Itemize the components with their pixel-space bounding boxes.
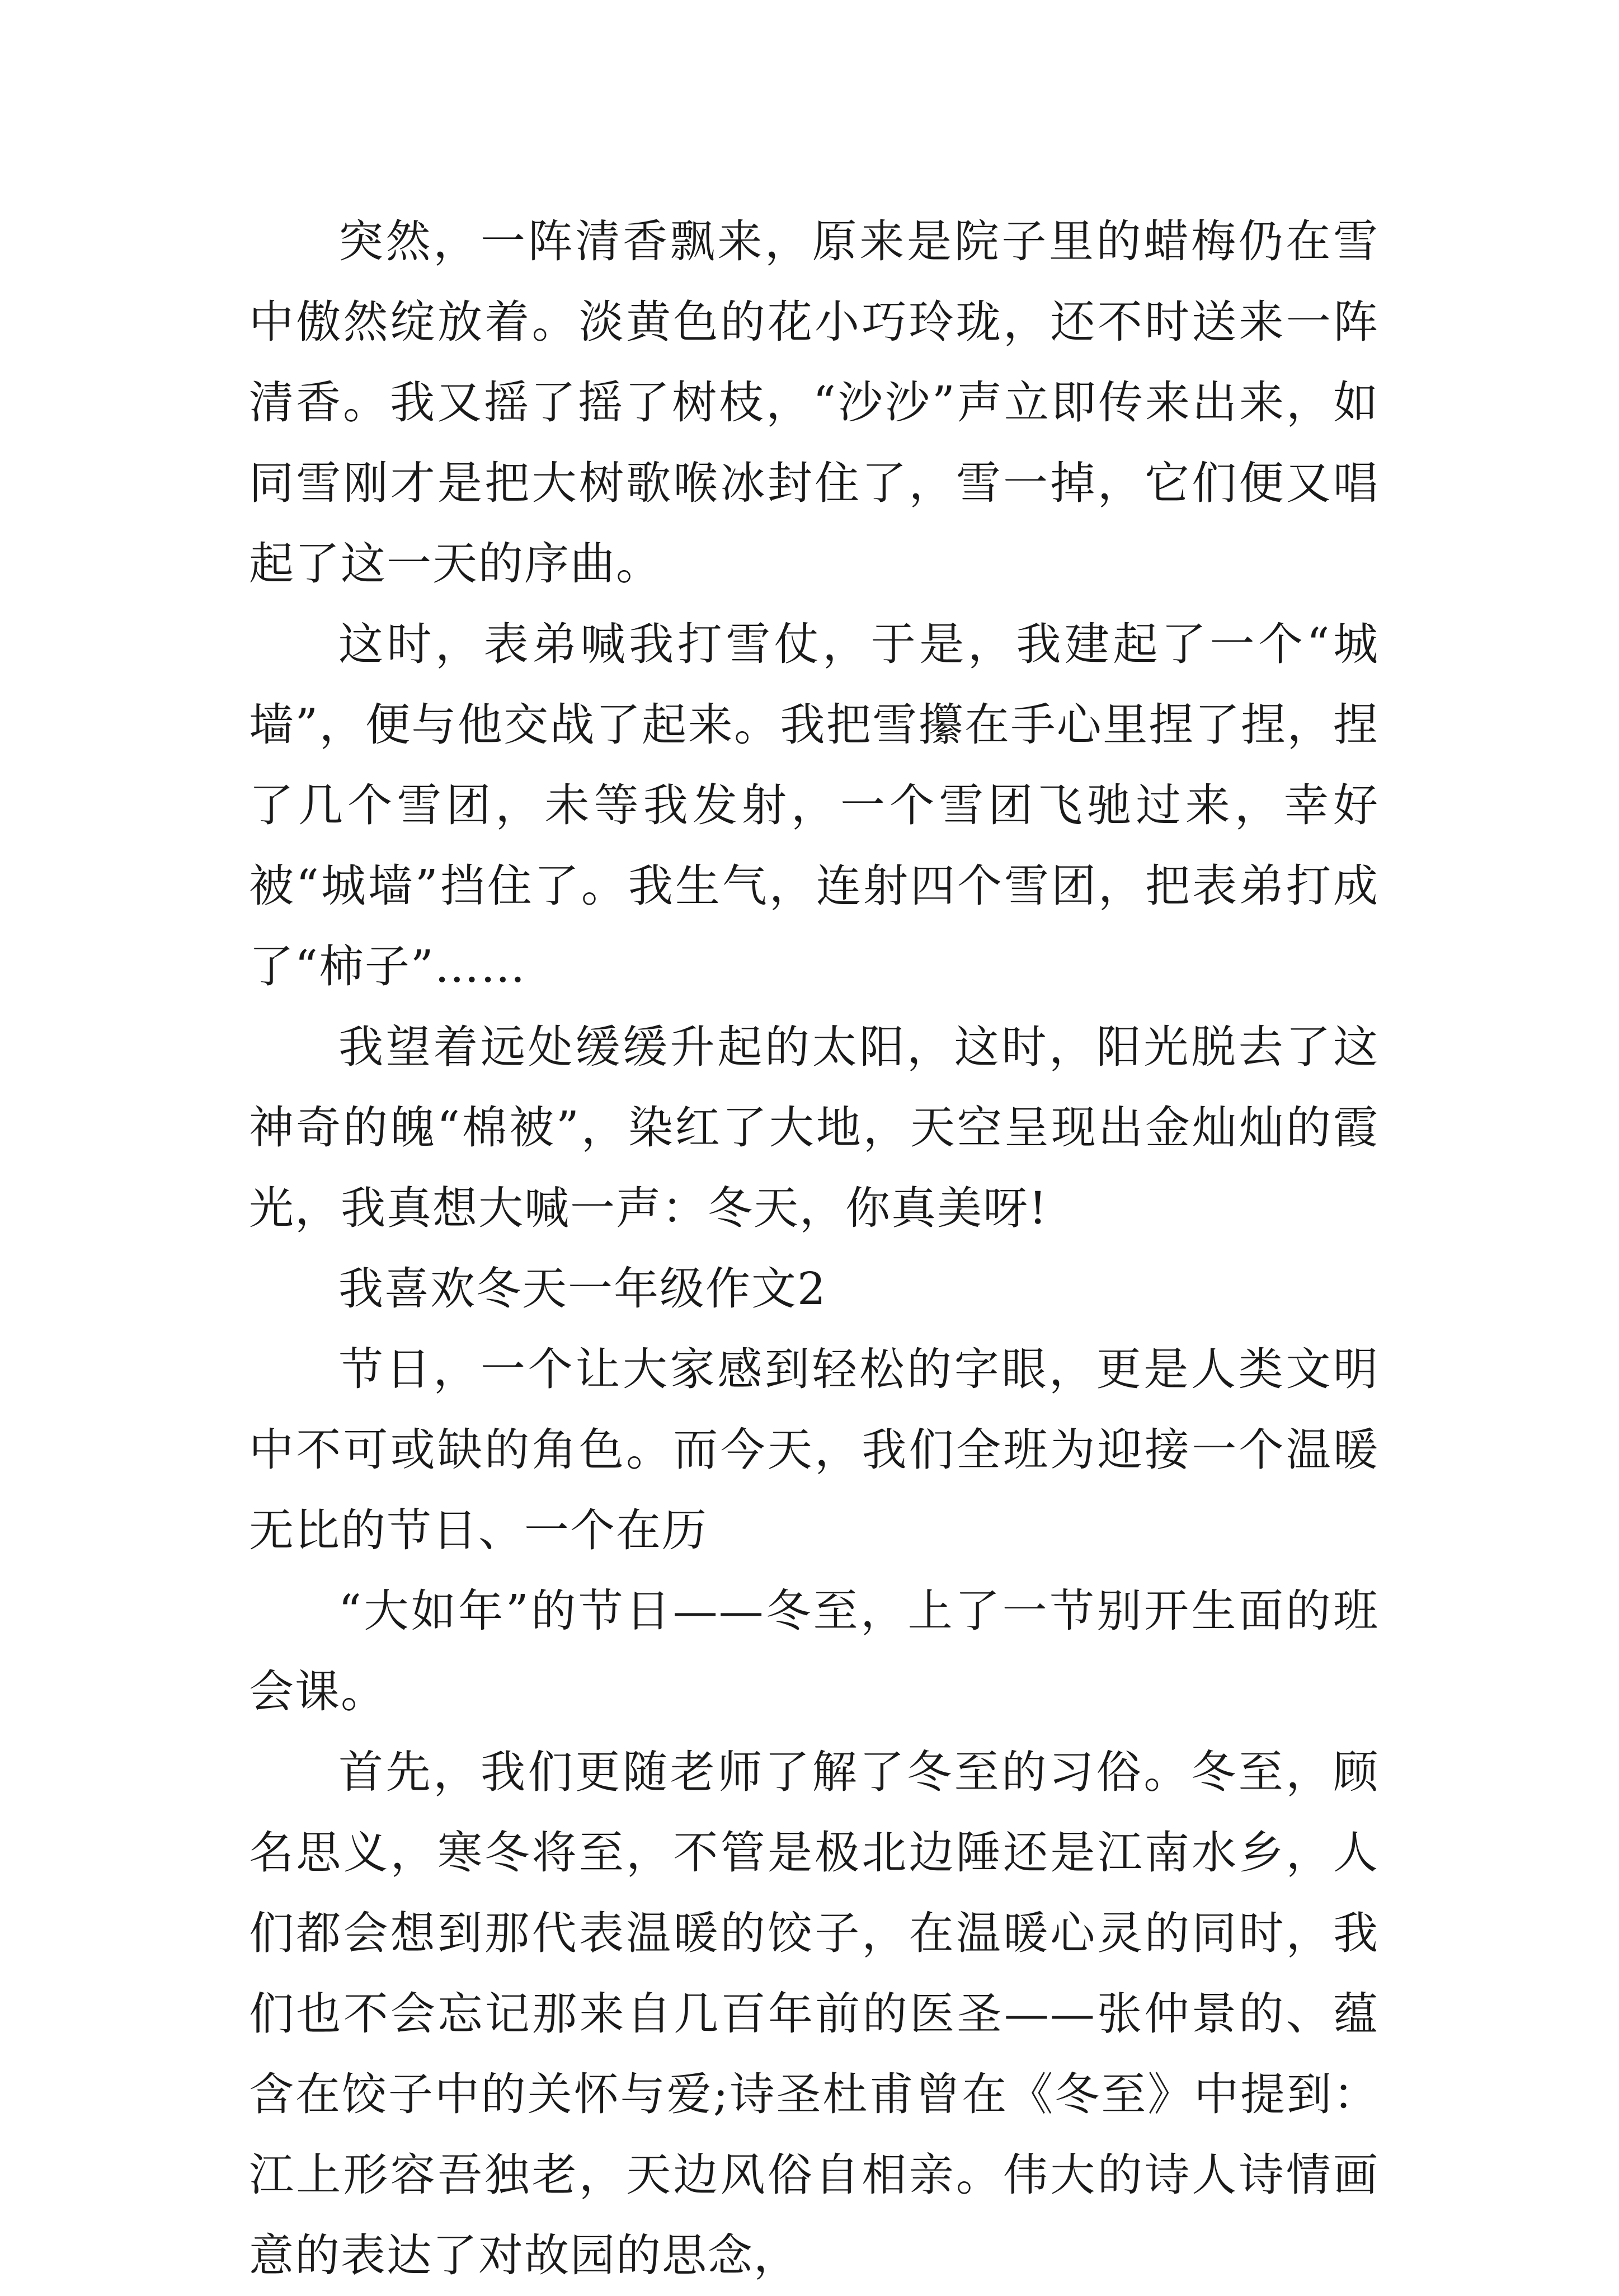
paragraph-2: 这时，表弟喊我打雪仗，于是，我建起了一个“城墙”，便与他交战了起来。我把雪攥在手心里捏了捏，捏了几个雪团，未等我发射，一个雪团飞驰过来，幸好被“城墙”挡住了。我生气，连射四个雪团，把表弟打成了“柿子”……: [249, 618, 1379, 992]
paragraph-3: 我望着远处缓缓升起的太阳，这时，阳光脱去了这神奇的魄“棉被”，染红了大地，天空呈现出金灿灿的霞光，我真想大喊一声：冬天，你真美呀!: [249, 1021, 1379, 1234]
document-body: [249, 201, 1379, 2296]
paragraph-6: 首先，我们更随老师了解了冬至的习俗。冬至，顾名思义，寒冬将至，不管是极北边陲还是江南水乡，人们都会想到那代表温暖的饺子，在温暖心灵的同时，我们也不会忘记那来自几百年前的医圣——张仲景的、蕴含在饺子中的关怀与爱;诗圣杜甫曾在《冬至》中提到：江上形容吾独老，天边风俗自相亲。伟大的诗人诗情画意的表达了对故园的思念，: [249, 1746, 1379, 2281]
paragraph-5: “大如年”的节日——冬至，上了一节别开生面的班会课。: [249, 1585, 1379, 1718]
paragraph-1: 突然，一阵清香飘来，原来是院子里的蜡梅仍在雪中傲然绽放着。淡黄色的花小巧玲珑，还不时送来一阵清香。我又摇了摇了树枝，“沙沙”声立即传来出来，如同雪刚才是把大树歌喉冰封住了，雪一掉，它们便又唱起了这一天的序曲。: [249, 215, 1379, 590]
paragraph-4: 节日，一个让大家感到轻松的字眼，更是人类文明中不可或缺的角色。而今天，我们全班为迎接一个温暖无比的节日、一个在历: [249, 1343, 1379, 1556]
section-heading: 我喜欢冬天一年级作文2: [338, 1263, 827, 1315]
